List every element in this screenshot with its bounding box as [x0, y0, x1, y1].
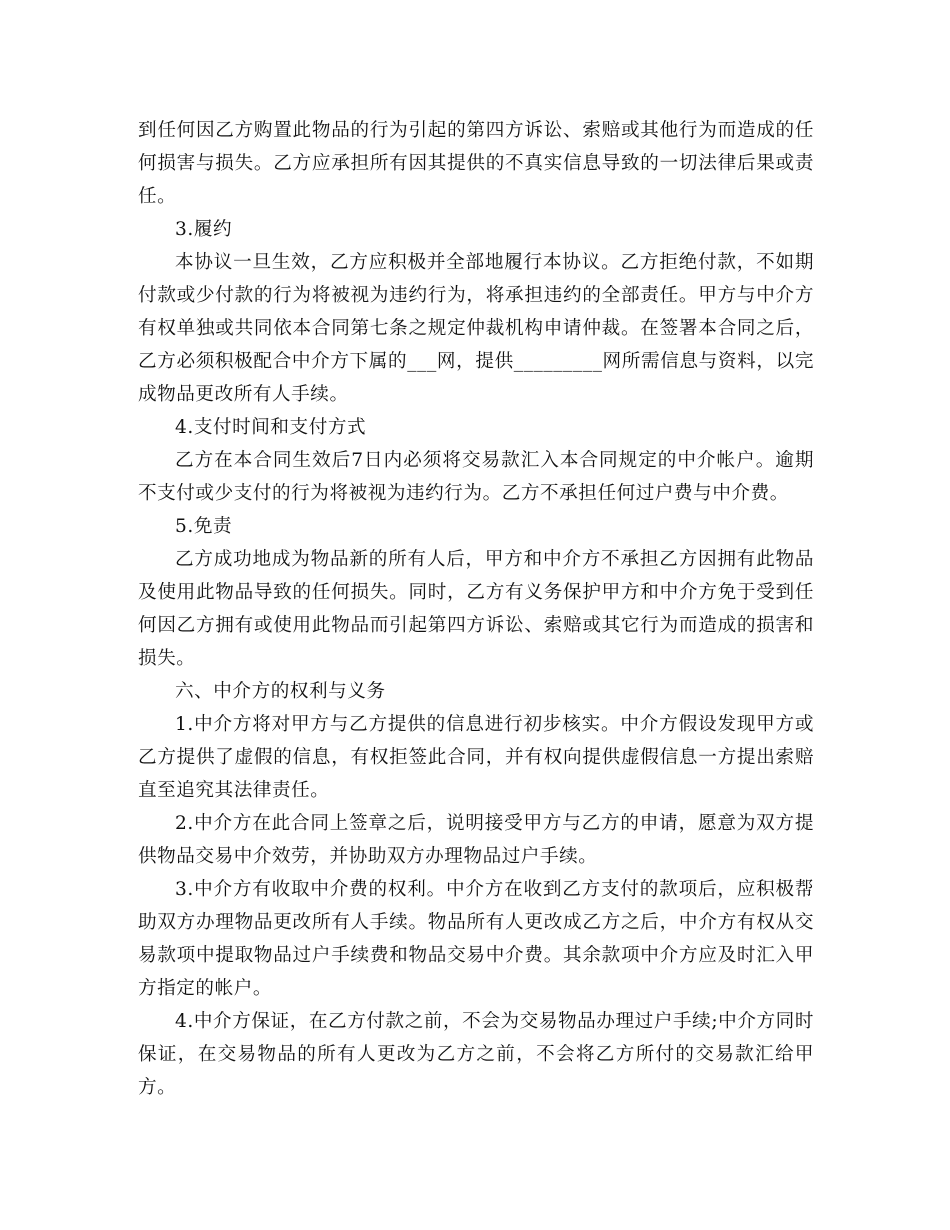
paragraph-intermediary-2: 2.中介方在此合同上签章之后，说明接受甲方与乙方的申请，愿意为双方提供物品交易中介效劳，并协助双方办理物品过户手续。: [138, 813, 814, 867]
paragraph-intermediary-4: 4.中介方保证，在乙方付款之前，不会为交易物品办理过户手续;中介方同时保证，在交易物品的所有人更改为乙方之前，不会将乙方所付的交易款汇给甲方。: [138, 1011, 814, 1098]
paragraph-intermediary-1: 1.中介方将对甲方与乙方提供的信息进行初步核实。中介方假设发现甲方或乙方提供了虚假的信息，有权拒签此合同，并有权向提供虚假信息一方提出索赔直至追究其法律责任。: [138, 714, 814, 801]
paragraph-payment: 乙方在本合同生效后7日内必须将交易款汇入本合同规定的中介帐户。逾期不支付或少支付的行为将被视为违约行为。乙方不承担任何过户费与中介费。: [138, 450, 814, 504]
section-heading-performance: 3.履约: [175, 219, 233, 240]
section-heading-disclaimer: 5.免责: [175, 516, 233, 537]
section-heading-payment: 4.支付时间和支付方式: [175, 417, 367, 438]
paragraph-continuation: 到任何因乙方购置此物品的行为引起的第四方诉讼、索赔或其他行为而造成的任何损害与损失。乙方应承担所有因其提供的不真实信息导致的一切法律后果或责任。: [138, 120, 814, 207]
paragraph-performance: 本协议一旦生效，乙方应积极并全部地履行本协议。乙方拒绝付款，不如期付款或少付款的行为将被视为违约行为，将承担违约的全部责任。甲方与中介方有权单独或共同依本合同第七条之规定仲裁机构申请仲裁。在签署本合同之后，乙方必须积极配合中介方下属的___网，提供_________网所需信息与资料，以完成物品更改所有人手续。: [138, 252, 814, 405]
paragraph-intermediary-3: 3.中介方有收取中介费的权利。中介方在收到乙方支付的款项后，应积极帮助双方办理物品更改所有人手续。物品所有人更改成乙方之后，中介方有权从交易款项中提取物品过户手续费和物品交易中介费。其余款项中介方应及时汇入甲方指定的帐户。: [138, 879, 814, 999]
document-body: [138, 114, 814, 1104]
paragraph-disclaimer: 乙方成功地成为物品新的所有人后，甲方和中介方不承担乙方因拥有此物品及使用此物品导致的任何损失。同时，乙方有义务保护甲方和中介方免于受到任何因乙方拥有或使用此物品而引起第四方诉讼、索赔或其它行为而造成的损害和损失。: [138, 549, 814, 669]
section-heading-intermediary-rights: 六、中介方的权利与义务: [175, 681, 386, 702]
